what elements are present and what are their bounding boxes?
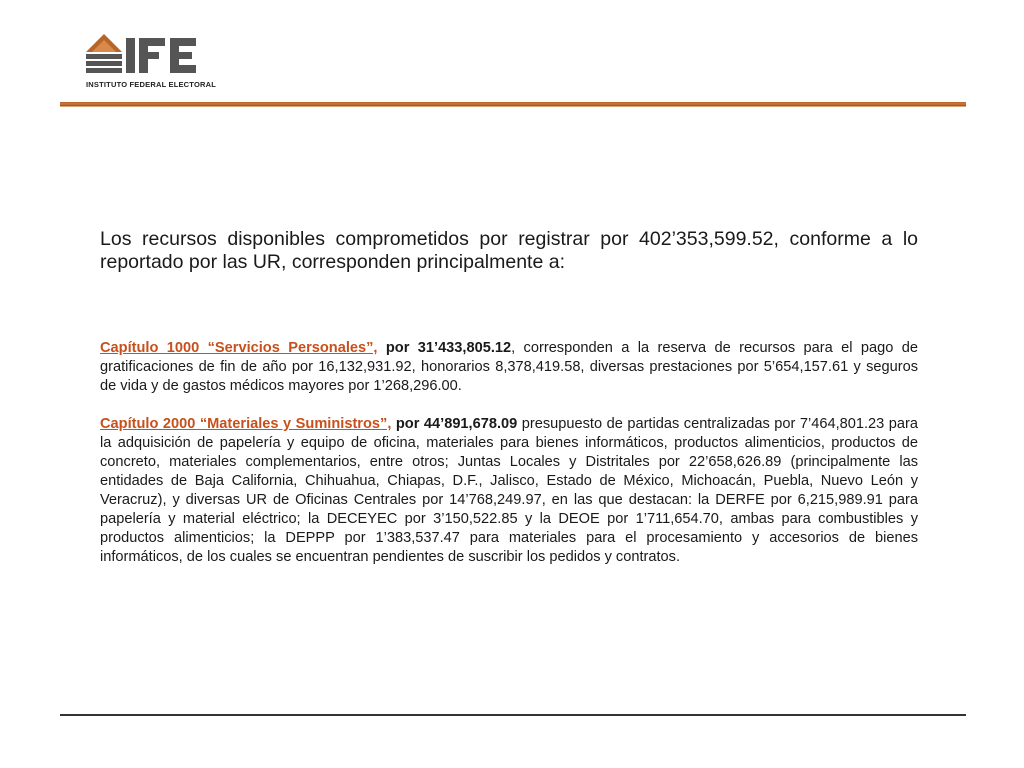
chapter-2000-amount: por 44’891,678.09	[395, 416, 518, 432]
document-body	[100, 228, 918, 567]
chapter-1000-title: Capítulo 1000 “Servicios Personales”,	[100, 340, 378, 356]
logo-subtitle: INSTITUTO FEDERAL ELECTORAL	[86, 80, 216, 89]
header-divider-shadow	[60, 106, 966, 107]
chapter-1000-text: , corresponden a la reserva de recursos para el pago de gratificaciones de fin de año por 16,132,931.92, honorarios 8,378,419.58, diversas prestaciones por 5’654,157.61 y seguros de vida y de gastos médicos mayores por 1’268,296.00.	[100, 340, 918, 394]
chapter-2000-text: presupuesto de partidas centralizadas por 7’464,801.23 para la adquisición de papelería y equipo de oficina, materiales para bienes informáticos, productos alimenticios, productos de concreto, materiales complementarios, entre otros; Juntas Locales y Distritales por 22’658,626.89 (principalmente las entidades de Baja California, Chihuahua, Chiapas, D.F., Jalisco, Estado de México, Michoacán, Puebla, Nuevo León y Veracruz), y diversas UR de Oficinas Centrales por 14’768,249.97, en las que destacan: la DERFE por 6,215,989.91 para papelería y material eléctrico; la DECEYEC por 3’150,522.85 y la DEOE por 1’711,654.70, ambas para combustibles y productos alimenticios; la DEPPP por 1’383,537.47 para materiales para el procesamiento y accesorios de bienes informáticos, de los cuales se encuentran pendientes de suscribir los pedidos y contratos.	[100, 416, 918, 565]
intro-paragraph: Los recursos disponibles comprometidos por registrar por 402’353,599.52, conforme a lo reportado por las UR, corresponden principalmente a:	[100, 228, 918, 273]
chapter-1000-amount: por 31’433,805.12	[385, 340, 512, 356]
chapter-2000-title: Capítulo 2000 “Materiales y Suministros”,	[100, 416, 392, 432]
footer-divider	[60, 714, 966, 716]
chapter-2000-paragraph	[100, 415, 918, 567]
chapter-1000-paragraph	[100, 339, 918, 396]
ife-emblem-icon	[82, 30, 252, 80]
